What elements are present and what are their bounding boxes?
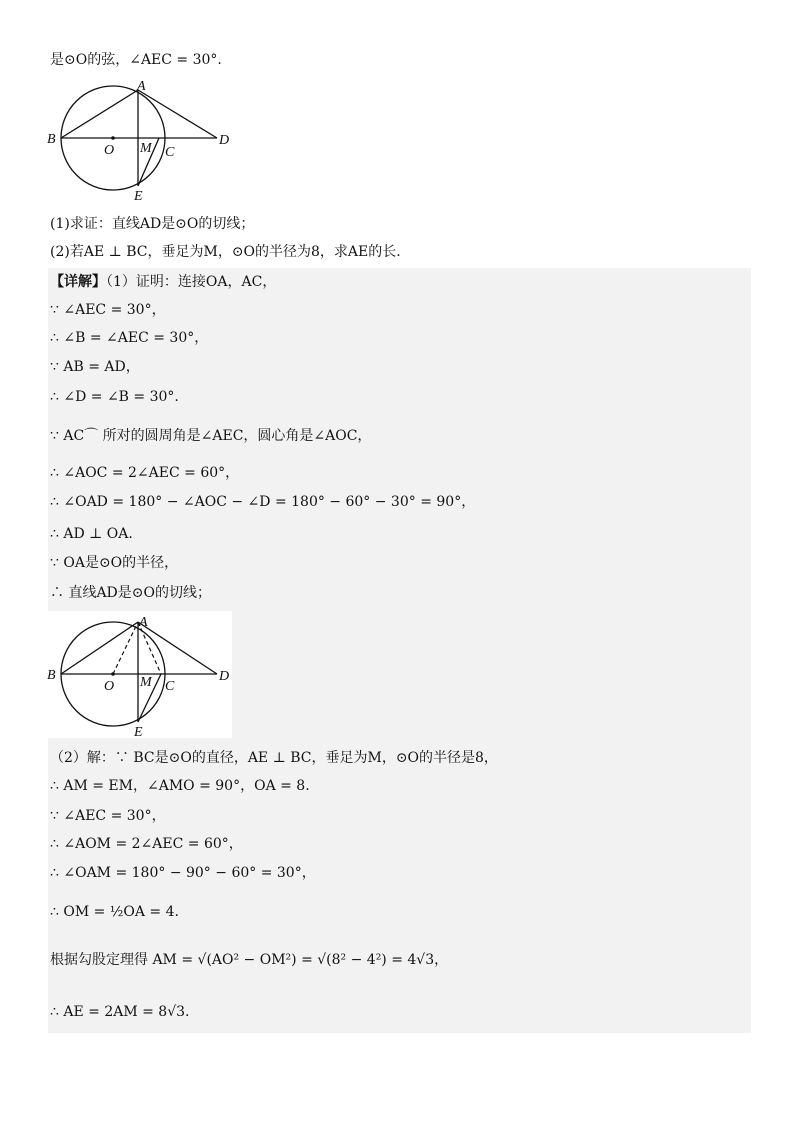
- solution-line-7: ∴ ∠AOC = 2∠AEC = 60°，: [50, 465, 240, 481]
- solution-line-2: ∵ ∠AEC = 30°，: [50, 302, 166, 318]
- label-e: E: [134, 725, 143, 740]
- solution-line-8: ∴ ∠OAD = 180° − ∠AOC − ∠D = 180° − 60° − 30° = 90°，: [50, 494, 476, 510]
- label-c: C: [165, 145, 175, 160]
- solution-line-11: ∴ 直线AD是⊙O的切线；: [50, 585, 211, 601]
- solution-line-17: ∴ OM = ½OA = 4.: [50, 904, 179, 920]
- label-e: E: [134, 189, 143, 204]
- label-a: A: [137, 79, 146, 94]
- label-o: O: [104, 679, 115, 694]
- center-dot: [111, 672, 115, 676]
- segment-ab: [61, 90, 138, 138]
- solution-line-1: 【详解】（1）证明：连接OA，AC，: [50, 274, 277, 290]
- label-d: D: [219, 133, 230, 148]
- solution-line-12: （2）解：∵ BC是⊙O的直径，AE ⊥ BC，垂足为M，⊙O的半径是8，: [50, 750, 498, 766]
- label-m: M: [140, 141, 152, 156]
- solution-line-10: ∵ OA是⊙O的半径，: [50, 555, 179, 571]
- solution-tag: 【详解】: [50, 274, 106, 290]
- segment-ad: [138, 90, 217, 138]
- label-d: D: [219, 669, 230, 684]
- figure-circle-tangent: [44, 76, 244, 204]
- label-o: O: [104, 143, 115, 158]
- solution-line-18: 根据勾股定理得 AM = √(AO² − OM²) = √(8² − 4²) = 4√3，: [50, 952, 449, 968]
- label-b: B: [47, 132, 56, 147]
- solution-line-13: ∴ AM = EM，∠AMO = 90°，OA = 8.: [50, 778, 310, 794]
- solution-line-15: ∴ ∠AOM = 2∠AEC = 60°，: [50, 836, 243, 852]
- problem-intro: 是⊙O的弦，∠AEC = 30°.: [50, 52, 222, 68]
- question-2: (2)若AE ⊥ BC，垂足为M，⊙O的半径为8，求AE的长.: [50, 244, 401, 260]
- question-1: (1)求证：直线AD是⊙O的切线；: [50, 216, 255, 232]
- label-m: M: [140, 675, 152, 690]
- center-dot: [111, 136, 115, 140]
- segment-ab: [61, 622, 138, 674]
- solution-line-5: ∴ ∠D = ∠B = 30°.: [50, 389, 179, 405]
- figure-circle-tangent-with-radii: [44, 612, 244, 740]
- label-b: B: [47, 668, 56, 683]
- solution-line-14: ∵ ∠AEC = 30°，: [50, 808, 166, 824]
- solution-line-3: ∴ ∠B = ∠AEC = 30°，: [50, 330, 209, 346]
- solution-line-9: ∴ AD ⊥ OA.: [50, 526, 133, 542]
- solution-line-16: ∴ ∠OAM = 180° − 90° − 60° = 30°，: [50, 865, 316, 881]
- label-c: C: [165, 679, 175, 694]
- solution-line-19: ∴ AE = 2AM = 8√3.: [50, 1004, 190, 1020]
- label-a: A: [139, 615, 148, 630]
- solution-line-4: ∵ AB = AD，: [50, 359, 140, 375]
- solution-line-6: ∵ AC⌒ 所对的圆周角是∠AEC，圆心角是∠AOC，: [50, 428, 372, 444]
